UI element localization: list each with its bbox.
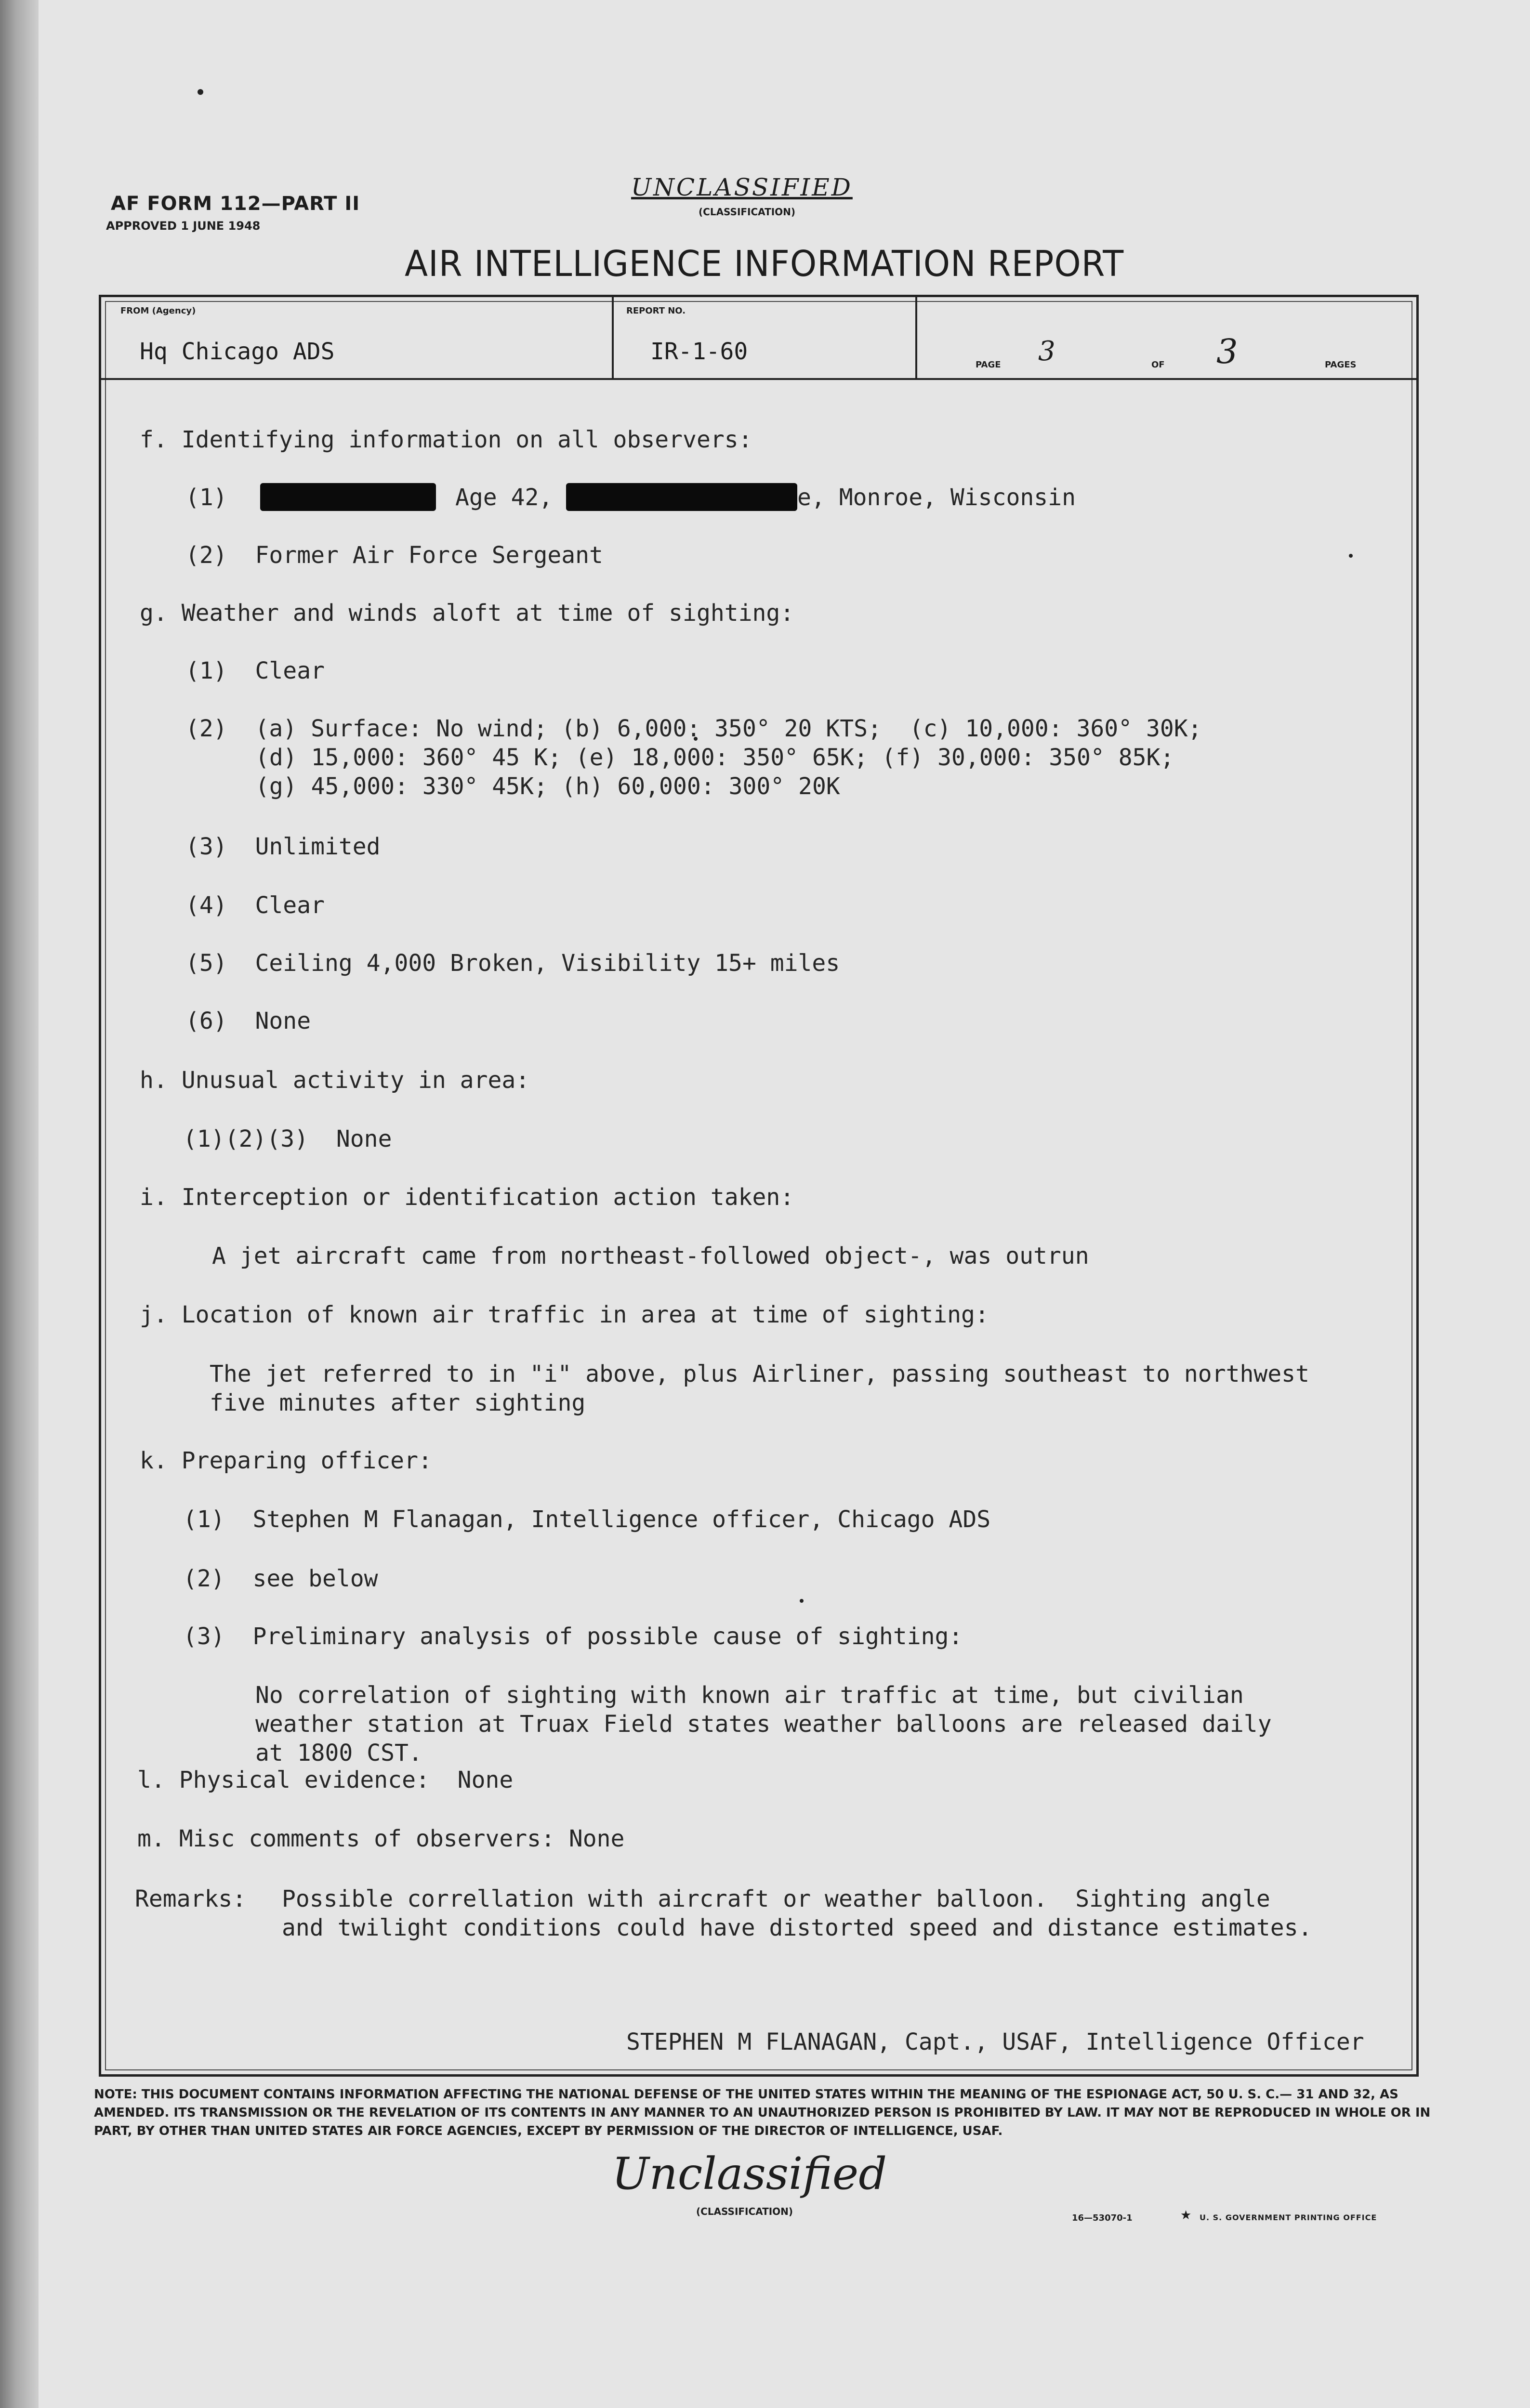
pages-label: PAGES bbox=[1325, 360, 1357, 370]
analysis-line-1: No correlation of sighting with known air traffic at time, but civilian bbox=[255, 1682, 1244, 1709]
report-title: AIR INTELLIGENCE INFORMATION REPORT bbox=[405, 243, 1124, 285]
page-value: 3 bbox=[1038, 336, 1055, 367]
from-label: FROM (Agency) bbox=[120, 306, 196, 316]
form-id: AF FORM 112—PART II bbox=[111, 193, 360, 215]
weather-2-line-1: (2) (a) Surface: No wind; (b) 6,000: 350° 20 KTS; (c) 10,000: 360° 30K; bbox=[185, 715, 1202, 742]
weather-2-line-2: (d) 15,000: 360° 45 K; (e) 18,000: 350° 65K; (f) 30,000: 350° 85K; bbox=[255, 744, 1174, 771]
interception-text: A jet aircraft came from northeast-followed object-, was outrun bbox=[212, 1243, 1089, 1269]
remarks-line-2: and twilight conditions could have distorted speed and distance estimates. bbox=[282, 1914, 1312, 1941]
weather-4: (4) Clear bbox=[185, 892, 325, 919]
redaction-bar bbox=[566, 483, 797, 511]
page-label: PAGE bbox=[976, 360, 1001, 370]
analysis-line-3: at 1800 CST. bbox=[255, 1740, 422, 1767]
preparing-officer-2: (2) see below bbox=[183, 1565, 378, 1592]
unusual-activity-items: (1)(2)(3) None bbox=[183, 1125, 392, 1152]
form-approved-date: APPROVED 1 JUNE 1948 bbox=[106, 219, 261, 233]
classification-handwritten-top: UNCLASSIFIED bbox=[631, 173, 853, 201]
security-notice: NOTE: THIS DOCUMENT CONTAINS INFORMATION AFFECTING THE NATIONAL DEFENSE OF THE UNITED STATES WITHIN THE MEANING OF THE ESPIONAGE ACT, 50 U. S. C.— 31 AND 32, AS AMENDED. ITS TRANSMISSION OR THE REVELATION OF ITS CONTENTS IN ANY MANNER TO AN UNAUTHORIZED PERSON IS PROHIBITED BY LAW. IT MAY NOT BE REPRODUCED IN WHOLE OR IN PART, BY OTHER THAN UNITED STATES AIR FORCE AGENCIES, EXCEPT BY PERMISSION OF THE DIRECTOR OF INTELLIGENCE, USAF. bbox=[94, 2087, 1431, 2138]
weather-2-line-3: (g) 45,000: 330° 45K; (h) 60,000: 300° 20K bbox=[255, 773, 840, 800]
remarks-label: Remarks: bbox=[135, 1885, 247, 1912]
preparing-officer-1: (1) Stephen M Flanagan, Intelligence officer, Chicago ADS bbox=[183, 1506, 991, 1533]
section-f-heading: f. Identifying information on all observers: bbox=[140, 426, 752, 453]
report-no-value: IR-1-60 bbox=[650, 338, 748, 365]
classification-handwritten-bottom: Unclassified bbox=[612, 2148, 887, 2199]
observer-1-number: (1) bbox=[185, 484, 227, 511]
remarks-line-1: Possible correllation with aircraft or weather balloon. Sighting angle bbox=[282, 1885, 1270, 1912]
gpo-imprint: U. S. GOVERNMENT PRINTING OFFICE bbox=[1200, 2213, 1377, 2222]
header-fields-row bbox=[101, 297, 1416, 380]
preparing-officer-3: (3) Preliminary analysis of possible cause of sighting: bbox=[183, 1623, 963, 1650]
classification-caption-top: (CLASSIFICATION) bbox=[699, 206, 796, 218]
observer-2: (2) Former Air Force Sergeant bbox=[185, 542, 603, 569]
analysis-line-2: weather station at Truax Field states weather balloons are released daily bbox=[255, 1711, 1272, 1738]
of-label: OF bbox=[1151, 360, 1165, 370]
print-code: 16—53070-1 bbox=[1072, 2213, 1133, 2223]
star-icon: ★ bbox=[1180, 2208, 1192, 2223]
weather-1: (1) Clear bbox=[185, 657, 325, 684]
weather-5: (5) Ceiling 4,000 Broken, Visibility 15+ miles bbox=[185, 950, 840, 977]
air-traffic-line-1: The jet referred to in "i" above, plus Airliner, passing southeast to northwest bbox=[210, 1361, 1309, 1387]
observer-1-age: Age 42, bbox=[455, 484, 553, 511]
section-k-heading: k. Preparing officer: bbox=[140, 1447, 432, 1474]
observer-1-location: e, Monroe, Wisconsin bbox=[797, 484, 1076, 511]
header-divider bbox=[915, 297, 917, 378]
ink-speck bbox=[198, 89, 203, 95]
air-traffic-line-2: five minutes after sighting bbox=[210, 1389, 586, 1416]
section-j-heading: j. Location of known air traffic in area at time of sighting: bbox=[140, 1301, 989, 1328]
of-value: 3 bbox=[1216, 332, 1238, 371]
classification-caption-bottom: (CLASSIFICATION) bbox=[696, 2206, 793, 2217]
report-no-label: REPORT NO. bbox=[626, 306, 686, 316]
page-edge-shadow bbox=[0, 0, 39, 2408]
signature-block: STEPHEN M FLANAGAN, Capt., USAF, Intelligence Officer bbox=[626, 2028, 1364, 2055]
section-l-physical-evidence: l. Physical evidence: None bbox=[137, 1767, 514, 1793]
weather-6: (6) None bbox=[185, 1008, 311, 1034]
section-i-heading: i. Interception or identification action taken: bbox=[140, 1184, 794, 1211]
section-m-misc-comments: m. Misc comments of observers: None bbox=[137, 1825, 625, 1852]
section-h-heading: h. Unusual activity in area: bbox=[140, 1067, 530, 1094]
section-g-heading: g. Weather and winds aloft at time of sighting: bbox=[140, 600, 794, 627]
from-value: Hq Chicago ADS bbox=[140, 338, 335, 365]
header-divider bbox=[612, 297, 614, 378]
weather-3: (3) Unlimited bbox=[185, 833, 381, 860]
redaction-bar bbox=[260, 483, 436, 511]
